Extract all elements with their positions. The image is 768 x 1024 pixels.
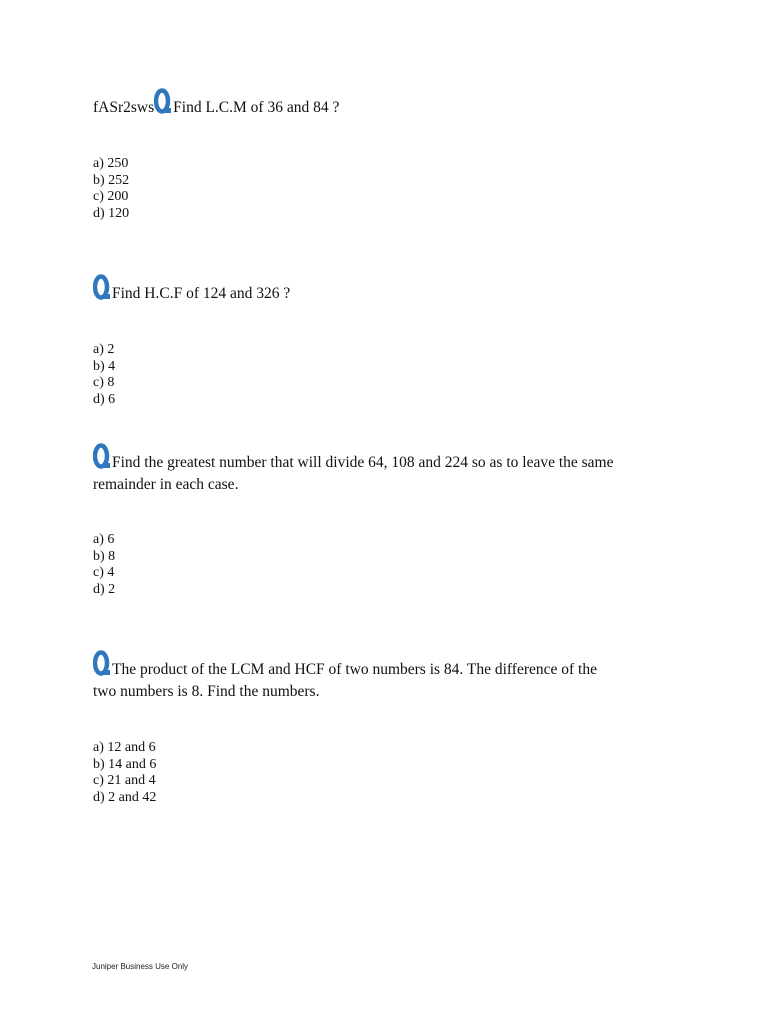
question-1-options (93, 156, 129, 223)
question-3-option-d: d) 2 (93, 582, 116, 598)
question-4-option-d: d) 2 and 42 (93, 790, 157, 806)
question-3 (93, 443, 693, 496)
question-3-option-b: b) 8 (93, 548, 116, 564)
question-2-option-d: d) 6 (93, 392, 116, 408)
question-1 (93, 88, 693, 119)
question-4-option-a: a) 12 and 6 (93, 740, 156, 755)
question-3-option-c: c) 4 (93, 565, 115, 581)
q-badge-icon (93, 274, 111, 302)
question-2 (93, 274, 693, 305)
footer-label: Juniper Business Use Only (92, 962, 189, 971)
question-1-option-a: a) 250 (93, 156, 129, 171)
question-2-option-a: a) 2 (93, 342, 115, 357)
q-badge-icon (154, 88, 172, 116)
question-4-options (93, 740, 156, 807)
question-2-text: Find H.C.F of 124 and 326 ? (112, 285, 291, 302)
question-1-text: Find L.C.M of 36 and 84 ? (173, 99, 340, 116)
question-4-option-b: b) 14 and 6 (93, 756, 157, 772)
question-4-continuation: two numbers is 8. Find the numbers. (93, 683, 320, 700)
question-3-continuation: remainder in each case. (93, 476, 239, 493)
question-3-text: Find the greatest number that will divide 64, 108 and 224 so as to leave the same (112, 454, 614, 471)
q-badge-icon (93, 443, 111, 471)
question-4-text: The product of the LCM and HCF of two numbers is 84. The difference of the (112, 661, 597, 678)
question-3-line (93, 443, 693, 474)
question-2-options (93, 342, 115, 409)
question-1-option-d: d) 120 (93, 206, 130, 222)
question-1-option-c: c) 200 (93, 189, 129, 205)
question-1-line (93, 88, 693, 119)
question-4-line (93, 650, 693, 681)
question-3-options (93, 532, 115, 599)
question-1-option-b: b) 252 (93, 172, 130, 188)
question-2-option-c: c) 8 (93, 375, 115, 391)
question-2-line (93, 274, 693, 305)
question-4-option-c: c) 21 and 4 (93, 773, 156, 789)
q-badge-icon (93, 650, 111, 678)
question-3-option-a: a) 6 (93, 532, 115, 547)
question-2-option-b: b) 4 (93, 358, 116, 374)
question-4 (93, 650, 693, 703)
question-1-prefix: fASr2sws (93, 99, 155, 116)
